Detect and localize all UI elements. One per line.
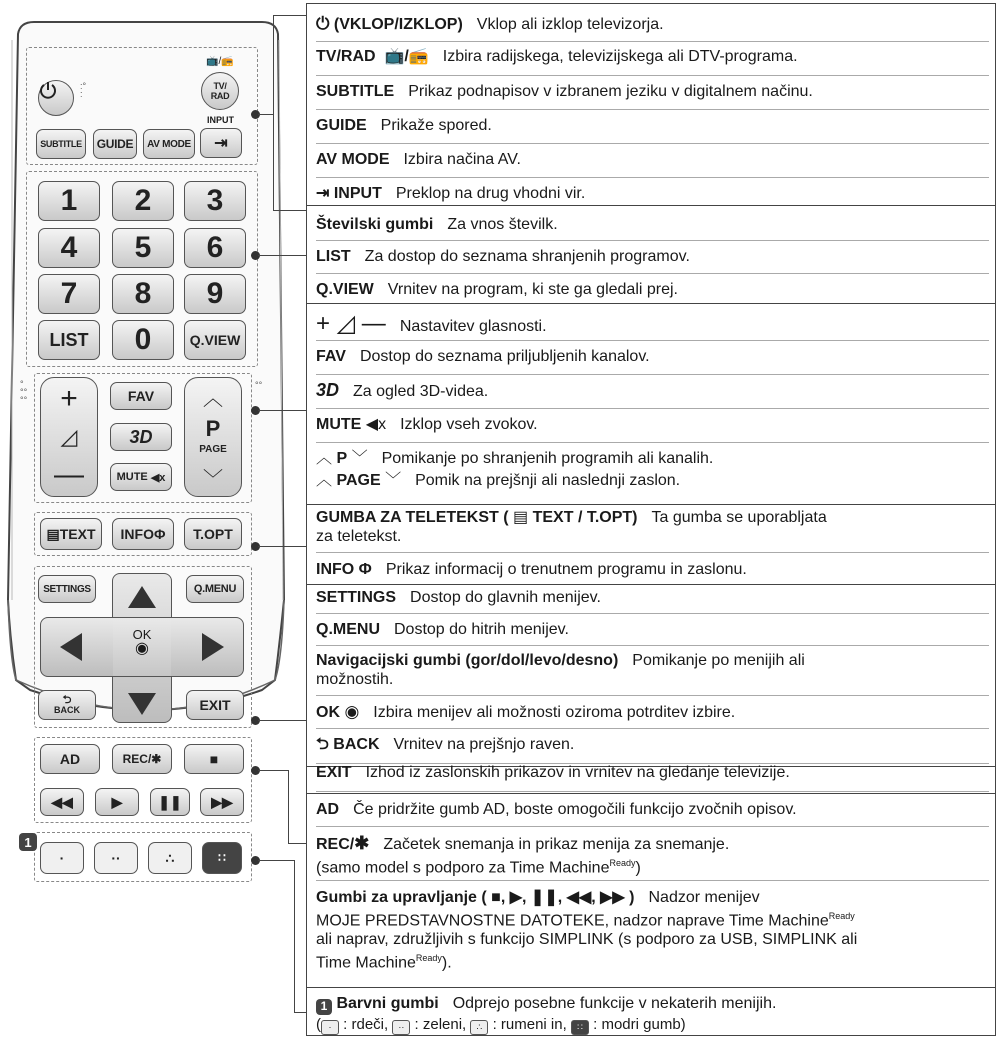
text-label: TEXT	[59, 526, 96, 542]
numbers-desc: Za vnos številk.	[447, 216, 558, 233]
ok-desc: Izbira menijev ali možnosti oziroma potrditev izbire.	[373, 704, 736, 721]
section-top	[307, 4, 995, 206]
p-row	[316, 449, 989, 469]
page-up-icon[interactable]: ︿	[203, 388, 223, 411]
indicator-dots: :° :	[80, 81, 87, 99]
rec-head: REC/	[316, 836, 355, 853]
nav-right-button[interactable]	[202, 633, 224, 661]
page-rocker[interactable]	[184, 377, 242, 497]
power-icon	[39, 81, 57, 99]
play-button[interactable]	[95, 788, 139, 816]
num-0-button[interactable]: 0	[112, 320, 174, 360]
input-caption: INPUT	[207, 115, 234, 125]
num-7-button[interactable]: 7	[38, 274, 100, 314]
right-dots: °°	[255, 380, 263, 390]
description-panel	[306, 3, 996, 1036]
volume-up-icon[interactable]: +	[60, 382, 78, 415]
text-icon: ▤	[513, 509, 529, 526]
control-desc3: ali naprav, združljivih s funkcijo SIMPLINK (s podporo za USB, SIMPLINK ali	[316, 931, 858, 949]
3d-icon: 3D	[316, 380, 340, 400]
rec-desc2: (samo model s podporo za Time Machine	[316, 859, 610, 877]
control-symbols: ■, ▶, ❚❚, ◀◀, ▶▶ )	[491, 889, 635, 906]
ad-head: AD	[316, 801, 340, 818]
play-icon: ▶	[111, 793, 123, 810]
section-teletext	[307, 505, 995, 585]
info-label: INFO	[120, 526, 154, 542]
list-desc: Za dostop do seznama shranjenih programov.	[364, 248, 690, 265]
back-label: BACK	[54, 705, 80, 715]
teletext-row	[316, 508, 989, 553]
input-head: INPUT	[333, 185, 382, 202]
volume-desc: Nastavitev glasnosti.	[399, 318, 547, 335]
pause-button[interactable]	[150, 788, 190, 816]
teletext-head: GUMBA ZA TELETEKST (	[316, 509, 509, 526]
yellow-dots-icon: ∴	[470, 1020, 488, 1035]
page-desc: Pomik na prejšnji ali naslednji zaslon.	[415, 472, 681, 489]
info-icon: Φ	[358, 561, 372, 578]
page-row	[316, 471, 989, 491]
navigation-row	[316, 651, 989, 696]
topt-button[interactable]: T.OPT	[184, 518, 242, 550]
settings-desc: Dostop do glavnih menijev.	[410, 589, 601, 606]
red-label: : rdeči,	[343, 1016, 389, 1033]
ready-sup: Ready	[828, 911, 855, 921]
exit-row	[316, 763, 989, 792]
mute-desc: Izklop vseh zvokov.	[400, 416, 538, 433]
input-desc: Preklop na drug vhodni vir.	[395, 185, 586, 202]
list-row	[316, 247, 989, 274]
tvrad-head: TV/RAD	[316, 48, 376, 65]
tvrad-button[interactable]: TV/ RAD	[201, 72, 239, 110]
rec-row	[316, 834, 989, 881]
red-dot-icon: ·	[321, 1020, 339, 1035]
control-desc: Nadzor menijev	[648, 889, 760, 906]
subtitle-row	[316, 82, 989, 110]
text-icon: ▤	[46, 525, 60, 542]
color-badge: 1	[316, 999, 332, 1015]
green-button[interactable]: ··	[94, 842, 138, 874]
num-2-button[interactable]: 2	[112, 181, 174, 221]
chevron-up-icon: ︿	[316, 450, 333, 467]
rewind-button[interactable]	[40, 788, 84, 816]
ok-icon: ◉	[344, 702, 360, 721]
fav-row	[316, 347, 989, 375]
ok-icon: ◉	[135, 640, 149, 657]
back-icon: ⮌	[316, 736, 329, 753]
settings-head: SETTINGS	[316, 589, 397, 606]
ok-button[interactable]	[126, 628, 158, 666]
fav-button[interactable]: FAV	[110, 382, 172, 410]
avmode-button[interactable]: AV MODE	[143, 129, 195, 159]
back-head: BACK	[333, 736, 380, 753]
num-9-button[interactable]: 9	[184, 274, 246, 314]
power-row	[316, 14, 989, 42]
guide-row	[316, 116, 989, 144]
green-label: : zeleni,	[414, 1016, 467, 1033]
green-dots-icon: ··	[392, 1020, 410, 1035]
3d-button[interactable]: 3D	[110, 423, 172, 451]
navigation-head: Navigacijski gumbi (gor/dol/levo/desno)	[316, 652, 619, 669]
text-button[interactable]	[40, 518, 102, 550]
stop-icon: ■	[209, 751, 219, 767]
tv-radio-icon: 📺/📻	[380, 48, 429, 65]
list-button[interactable]: LIST	[38, 320, 100, 360]
ready-sup: Ready	[609, 858, 636, 868]
teletext-desc: Ta gumba se uporabljata	[651, 509, 827, 526]
guide-head: GUIDE	[316, 117, 367, 134]
page-down-icon[interactable]: ﹀	[203, 468, 223, 491]
mute-button[interactable]	[110, 463, 172, 491]
info-desc: Prikaz informacij o trenutnem programu in zaslonu.	[385, 561, 747, 578]
guide-desc: Prikaže spored.	[380, 117, 492, 134]
power-head: (VKLOP/IZKLOP)	[333, 16, 463, 33]
color-legend-row: ( · : rdeči, ·· : zeleni, ∴ : rumeni in, ∷ : modri gumb)	[316, 1016, 686, 1033]
blue-button[interactable]: ∷	[202, 842, 242, 874]
volume-rocker[interactable]	[40, 377, 98, 497]
chevron-down-icon: ﹀	[385, 472, 402, 489]
exit-button[interactable]: EXIT	[186, 690, 244, 720]
blue-dots-icon: ∷	[571, 1020, 589, 1035]
input-row	[316, 184, 989, 204]
section-volume	[307, 304, 995, 505]
numbers-head: Številski gumbi	[316, 216, 434, 233]
section-color	[307, 987, 995, 1036]
mute-speaker-icon: ◀x	[147, 471, 166, 484]
left-dots: ° °° °°	[20, 379, 28, 405]
back-button[interactable]	[38, 690, 96, 720]
avmode-head: AV MODE	[316, 151, 390, 168]
subtitle-desc: Prikaz podnapisov v izbranem jeziku v digitalnem načinu.	[408, 83, 813, 100]
settings-row	[316, 588, 989, 614]
page-head: PAGE	[336, 472, 381, 489]
teletext-head2: TEXT / T.OPT)	[532, 509, 638, 526]
mute-label: MUTE	[116, 471, 148, 483]
red-button[interactable]: ·	[40, 842, 84, 874]
chevron-up-icon: ︿	[316, 472, 333, 489]
section-numbers	[307, 206, 995, 304]
ad-row	[316, 800, 989, 827]
ok-head: OK	[316, 704, 340, 721]
section-navigation	[307, 585, 995, 767]
num-3-button[interactable]: 3	[184, 181, 246, 221]
color-desc: Odprejo posebne funkcije v nekaterih menijih.	[452, 995, 777, 1012]
qmenu-row	[316, 620, 989, 646]
input-icon: ⇥	[316, 185, 330, 202]
chevron-down-icon: ﹀	[351, 450, 368, 467]
control-row	[316, 888, 989, 976]
fav-desc: Dostop do seznama priljubljenih kanalov.	[359, 348, 650, 365]
numbers-row	[316, 215, 989, 241]
control-desc4-end: ).	[441, 954, 452, 972]
volume-row	[316, 310, 989, 341]
control-desc2: MOJE PREDSTAVNOSTNE DATOTEKE, nadzor naprave Time Machine	[316, 912, 829, 930]
rec-desc2-end: )	[635, 859, 641, 877]
p-desc: Pomikanje po shranjenih programih ali kanalih.	[381, 450, 714, 467]
power-desc: Vklop ali izklop televizorja.	[476, 16, 664, 33]
mute-row	[316, 415, 989, 443]
volume-down-icon[interactable]: —	[54, 458, 84, 491]
stop-button[interactable]	[184, 744, 244, 774]
control-head: Gumbi za upravljanje (	[316, 889, 487, 906]
avmode-row	[316, 150, 989, 178]
power-icon: ⏻	[316, 14, 330, 33]
input-button[interactable]	[200, 128, 242, 158]
remote-control	[0, 0, 290, 1042]
color-head: Barvni gumbi	[336, 995, 439, 1012]
volume-icon: ◿	[60, 424, 78, 449]
section-playback	[307, 793, 995, 1020]
yellow-button[interactable]: ∴	[148, 842, 192, 874]
qview-button[interactable]: Q.VIEW	[184, 320, 246, 360]
mute-speaker-icon: ◀x	[361, 416, 387, 433]
exit-head: EXIT	[316, 764, 352, 781]
pause-icon: ❚❚	[158, 793, 182, 810]
fav-head: FAV	[316, 348, 346, 365]
3d-row	[316, 381, 989, 409]
num-1-button[interactable]: 1	[38, 181, 100, 221]
info-head: INFO	[316, 561, 355, 578]
num-4-button[interactable]: 4	[38, 228, 100, 268]
teletext-desc2: za teletekst.	[316, 528, 402, 545]
fastforward-button[interactable]	[200, 788, 244, 816]
yellow-label: : rumeni in,	[492, 1016, 567, 1033]
asterisk-icon: ✱	[354, 833, 370, 853]
volume-icons: + ◿ —	[316, 310, 386, 337]
subtitle-button[interactable]: SUBTITLE	[36, 129, 86, 159]
back-desc: Vrnitev na prejšnjo raven.	[393, 736, 575, 753]
ad-button[interactable]: AD	[40, 744, 100, 774]
exit-desc: Izhod iz zaslonskih prikazov in vrnitev na gledanje televizije.	[365, 764, 790, 781]
info-icon: Φ	[153, 526, 166, 542]
mute-head: MUTE	[316, 416, 362, 433]
guide-button[interactable]: GUIDE	[93, 129, 137, 159]
num-6-button[interactable]: 6	[184, 228, 246, 268]
p-head: P	[336, 450, 348, 467]
input-icon: ⇥	[214, 135, 228, 152]
nav-left-button[interactable]	[60, 633, 82, 661]
back-row	[316, 735, 989, 764]
subtitle-head: SUBTITLE	[316, 83, 395, 100]
tvrad-desc: Izbira radijskega, televizijskega ali DTV-programa.	[442, 48, 798, 65]
back-icon: ⮌	[62, 694, 72, 706]
num-8-button[interactable]: 8	[112, 274, 174, 314]
color-badge: 1	[19, 833, 37, 851]
3d-desc: Za ogled 3D-videa.	[353, 383, 489, 400]
qmenu-head: Q.MENU	[316, 621, 380, 638]
control-desc4: Time Machine	[316, 954, 416, 972]
ok-row	[316, 702, 989, 729]
navigation-desc2: možnostih.	[316, 671, 394, 688]
page-p-label: P	[205, 415, 221, 441]
qview-head: Q.VIEW	[316, 281, 374, 298]
tvrad-icon: 📺/📻	[206, 56, 234, 67]
nav-up-button[interactable]	[128, 586, 156, 608]
settings-button[interactable]: SETTINGS	[38, 575, 96, 603]
ok-label: OK	[132, 627, 152, 642]
info-button[interactable]	[112, 518, 174, 550]
ad-desc: Če pridržite gumb AD, boste omogočili funkcijo zvočnih opisov.	[353, 801, 797, 818]
fastforward-icon: ▶▶	[211, 793, 233, 810]
num-5-button[interactable]: 5	[112, 228, 174, 268]
page-label: PAGE	[199, 444, 227, 456]
color-row	[316, 994, 989, 1014]
qmenu-desc: Dostop do hitrih menijev.	[394, 621, 569, 638]
ready-sup: Ready	[415, 953, 442, 964]
blue-label: : modri gumb)	[593, 1016, 686, 1033]
info-row	[316, 560, 989, 580]
qview-desc: Vrnitev na program, ki ste ga gledali prej.	[387, 281, 678, 298]
list-head: LIST	[316, 248, 351, 265]
power-button[interactable]	[38, 80, 74, 116]
qview-row	[316, 280, 989, 300]
navigation-desc: Pomikanje po menijih ali	[632, 652, 805, 669]
avmode-desc: Izbira načina AV.	[403, 151, 521, 168]
nav-down-button[interactable]	[128, 693, 156, 715]
tvrad-row	[316, 47, 989, 76]
rewind-icon: ◀◀	[51, 793, 73, 810]
rec-button[interactable]: REC/✱	[112, 744, 172, 774]
rec-desc: Začetek snemanja in prikaz menija za snemanje.	[383, 836, 730, 853]
qmenu-button[interactable]: Q.MENU	[186, 575, 244, 603]
